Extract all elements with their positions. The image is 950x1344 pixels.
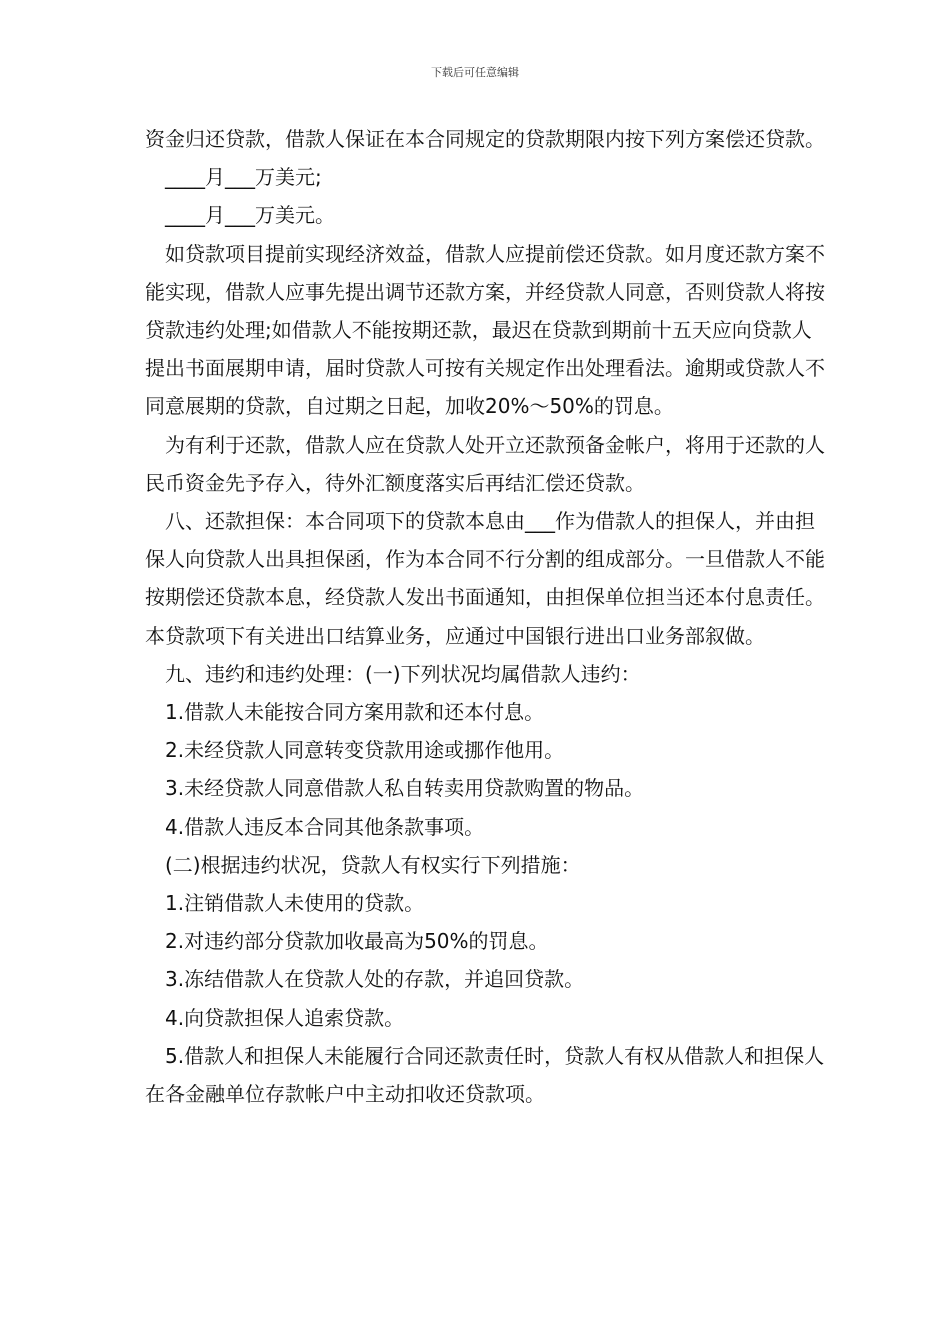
paragraph-reserve-account: 为有利于还款，借款人应在贷款人处开立还款预备金帐户，将用于还款的人民币资金先予存入，待外汇额度落实后再结汇偿还贷款。 xyxy=(145,432,825,495)
list-item: 2.未经贷款人同意转变贷款用途或挪作他用。 xyxy=(165,738,565,763)
list-item: 5.借款人和担保人未能履行合同还款责任时，贷款人有权从借款人和担保人在各金融单位存款帐户中主动扣收还贷款项。 xyxy=(145,1043,825,1107)
paragraph-measures-heading: (二)根据违约状况，贷款人有权实行下列措施： xyxy=(165,852,581,877)
list-item: 3.未经贷款人同意借款人私自转卖用贷款购置的物品。 xyxy=(165,776,645,801)
list-item: 4.向贷款担保人追索贷款。 xyxy=(165,1005,405,1030)
paragraph-installment-1: ____月___万美元; xyxy=(165,165,322,190)
list-item: 1.注销借款人未使用的贷款。 xyxy=(165,891,425,916)
paragraph-early-repayment: 如贷款项目提前实现经济效益，借款人应提前偿还贷款。如月度还款方案不能实现，借款人应事先提出调节还款方案，并经贷款人同意，否则贷款人将按贷款违约处理;如借款人不能按期还款，最迟在贷款到期前十五天应向贷款人提出书面展期申请，届时贷款人可按有关规定作出处理看法。逾期或贷款人不同意展期的贷款，自过期之日起，加收20%～50%的罚息。 xyxy=(145,241,825,419)
paragraph-repayment-plan: 资金归还贷款，借款人保证在本合同规定的贷款期限内按下列方案偿还贷款。 xyxy=(145,127,825,151)
paragraph-guarantee: 八、还款担保：本合同项下的贷款本息由___作为借款人的担保人，并由担保人向贷款人出具担保函，作为本合同不行分割的组成部分。一旦借款人不能按期偿还贷款本息，经贷款人发出书面通知，由担保单位担当还本付息责任。本贷款项下有关进出口结算业务，应通过中国银行进出口业务部叙做。 xyxy=(145,509,825,648)
list-item: 3.冻结借款人在贷款人处的存款，并追回贷款。 xyxy=(165,967,585,992)
paragraph-installment-2: ____月___万美元。 xyxy=(165,203,335,228)
list-item: 4.借款人违反本合同其他条款事项。 xyxy=(165,814,485,839)
paragraph-default-heading: 九、违约和违约处理：(一)下列状况均属借款人违约： xyxy=(165,661,641,686)
page-header: 下载后可任意编辑 xyxy=(431,66,519,79)
list-item: 2.对违约部分贷款加收最高为50%的罚息。 xyxy=(165,929,549,954)
list-item: 1.借款人未能按合同方案用款和还本付息。 xyxy=(165,700,545,725)
document-body xyxy=(145,120,825,1113)
